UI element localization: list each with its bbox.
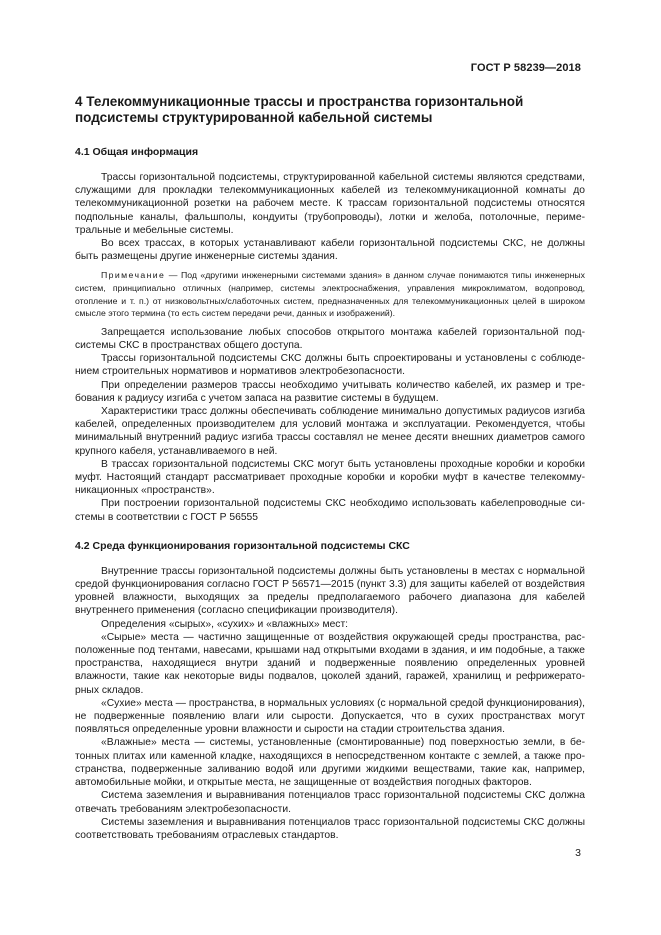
paragraph: Характеристики трасс должны обеспечивать соблюдение минимально допустимых радиусов изгиба кабелей, определенных производителем для условий монтажа и эксплуатации. Рекомендуется, чтобы минимальный внутренний радиус изгиба трассы составлял не менее десяти внешних диаметров самого крупного кабеля, устанавливаемого в ней.	[75, 406, 585, 457]
paragraph: Определения «сырых», «сухих» и «влажных» мест:	[101, 618, 349, 630]
note-label: Примечание	[101, 270, 166, 281]
standard-designation: ГОСТ Р 58239—2018	[470, 62, 581, 74]
subsection-4-1-title: 4.1 Общая информация	[75, 146, 199, 158]
paragraph: Во всех трассах, в которых устанавливают кабели горизонтальной подсистемы СКС, не должны быть размещены другие инженерные системы здания.	[75, 238, 585, 263]
paragraph: Запрещается использование любых способов открытого монтажа кабелей горизонтальной подсистемы СКС в пространствах общего доступа.	[75, 326, 585, 351]
paragraph: Трассы горизонтальной подсистемы СКС должны быть спроектированы и установлены с соблюдением строительных нормативов и нормативов электробезопасности.	[75, 353, 585, 378]
paragraph: При определении размеров трассы необходимо учитывать количество кабелей, их размер и требования к радиусу изгиба с учетом запаса на развитие системы в будущем.	[75, 379, 585, 404]
paragraph: В трассах горизонтальной подсистемы СКС могут быть установлены проходные коробки и коробки муфт. Настоящий стандарт рассматривает проходные коробки и коробки муфт в качестве телекоммуникационных «пространств».	[75, 458, 585, 497]
paragraph: «Сухие» места — пространства, в нормальных условиях (с нормальной средой функционирования), не подверженные появлению влаги или сырости. Допускается, что в сухих пространствах могут появляться определенные уровни влажности и сырости на стадии строительства здания.	[75, 697, 585, 736]
paragraph: «Влажные» места — системы, установленные (смонтированные) под поверхностью земли, в бетонных плитах или каменной кладке, находящихся в непосредственном контакте с землей, а также пространства, подверженные заливанию водой или другими жидкими веществами, такие как, например, автомобильные мойки, и открытые места, не защищенные от воздействия погодных факторов.	[75, 737, 585, 789]
note	[75, 269, 585, 319]
paragraph: Трассы горизонтальной подсистемы, структурированной кабельной системы являются средствами, служащими для прокладки телекоммуникационных кабелей из телекоммуникационной комнаты до телекоммуникационной розетки на рабочем месте. К трассам горизонтальной подсистемы относятся подпольные каналы, фальшполы, кондуиты (трубопроводы), лотки и желоба, потолочные, периметральные и мебельные системы.	[75, 172, 585, 236]
subsection-4-2-title: 4.2 Среда функционирования горизонтальной подсистемы СКС	[75, 539, 410, 552]
paragraph: При построении горизонтальной подсистемы СКС необходимо использовать кабелепроводные системы в соответствии с ГОСТ Р 56555	[75, 498, 585, 523]
section-title: 4 Телекоммуникационные трассы и пространства горизонтальной подсистемы структурированной кабельной системы	[75, 94, 524, 125]
page-content	[75, 94, 585, 842]
paragraph: Внутренние трассы горизонтальной подсистемы должны быть установлены в местах с нормальной средой функционирования согласно ГОСТ Р 56571—2015 (пункт 3.3) для защиты кабелей от воздействия уровней влажности, выходящих за пределы предполагаемого рабочего диапазона для кабелей внутреннего применения (согласно спецификации производителя).	[75, 565, 585, 617]
page-number: 3	[575, 847, 581, 859]
paragraph: Система заземления и выравнивания потенциалов трасс горизонтальной подсистемы СКС должна отвечать требованиям электробезопасности.	[75, 790, 585, 815]
note-text: — Под «другими инженерными системами здания» в данном случае понимаются типы инженерных систем, принципиально отличных (например, системы электроснабжения, управления микроклиматом, водопровод, отопление и т. п.) от низковольтных/слаботочных систем, предназначенных для телекоммуникационных целей в широком смысле этого термина (то есть систем передачи речи, данных и изображений).	[75, 270, 585, 319]
paragraph: «Сырые» места — частично защищенные от воздействия окружающей среды пространства, расположенные под тентами, навесами, крышами над открытыми входами в здания, и им подобные, а также пространства, находящиеся внутри зданий и подверженные появлению определенных уровней влажности, такие как некоторые виды подвалов, цоколей зданий, гаражей, хранилищ и рефрижераторных складов.	[75, 631, 585, 696]
paragraph: Системы заземления и выравнивания потенциалов трасс горизонтальной подсистемы СКС должны соответствовать требованиям отраслевых стандартов.	[75, 816, 585, 841]
